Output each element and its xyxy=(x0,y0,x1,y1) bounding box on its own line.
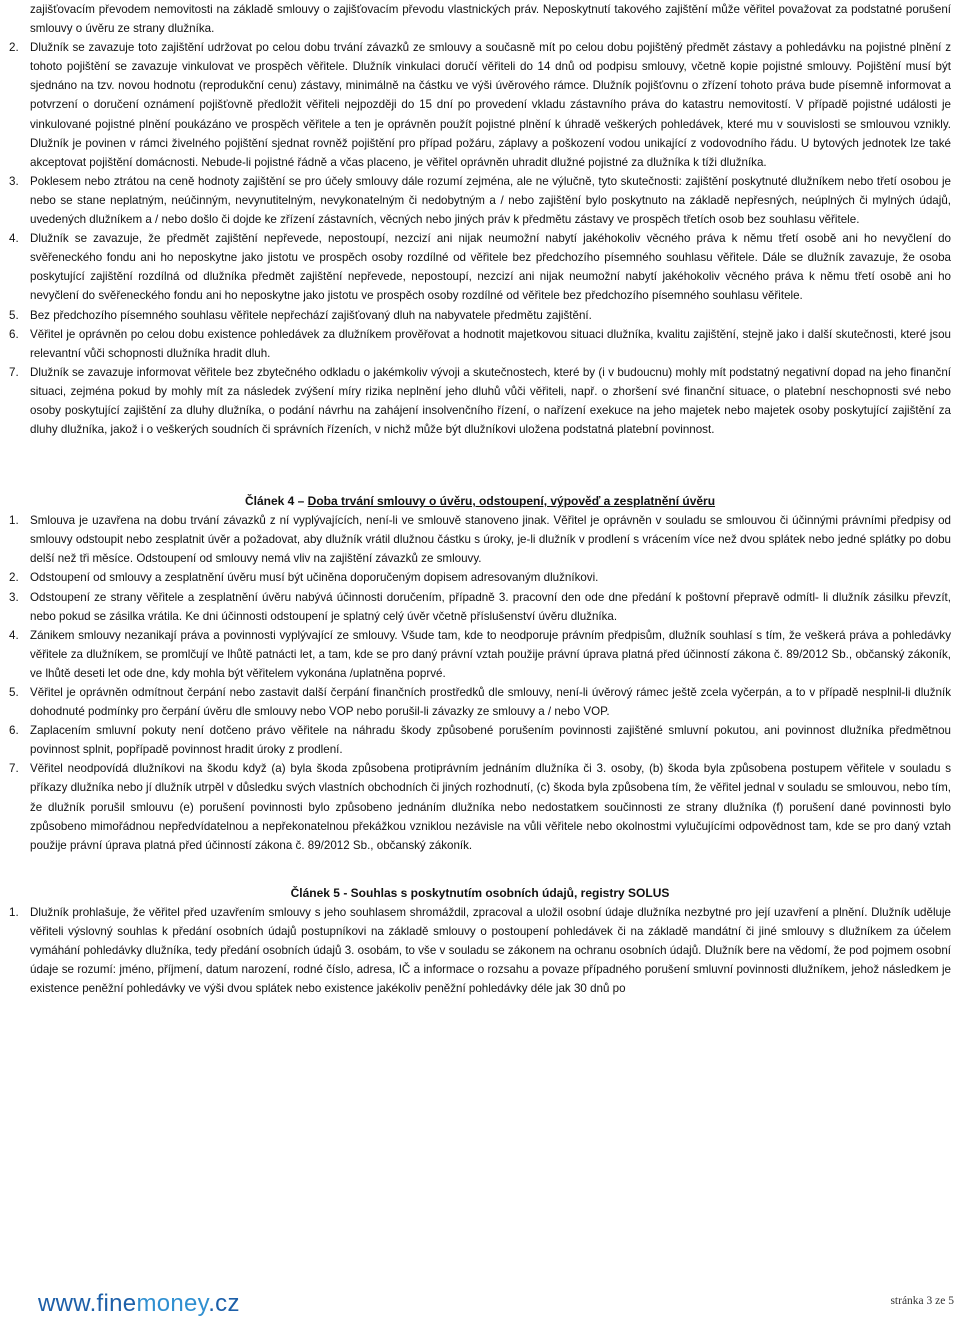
article5-heading-text: Článek 5 - Souhlas s poskytnutím osobních údajů, registry SOLUS xyxy=(290,885,670,900)
clause-text: Odstoupení ze strany věřitele a zesplatnění úvěru nabývá účinnosti doručením, případně 3. pracovní den ode dne předání k poštovní přepravě odmítl- li dlužník zásilku převzít, nebo pokud se zásilka vrátila. Ke dni účinnosti odstoupení je splatný celý úvěr včetně příslušenství úvěru dlužníka. xyxy=(30,590,951,623)
article3-clauses xyxy=(9,38,951,439)
clause-text: Dlužník prohlašuje, že věřitel před uzavřením smlouvy s jeho souhlasem shromáždil, zpracoval a uložil osobní údaje dlužníka nezbytné pro její uzavření a plnění. Dlužník uděluje věřiteli výslovný souhlas k předání osobních údajů postupníkovi na základě smlouvy o postoupení pohledávek či na základě mandátní či jiné smlouvy s dlužníkem za účelem vymáhání pohledávky dlužníka, tedy předání osobních údajů 3. osobám, to vše v souladu se zákonem na ochranu osobních údajů. Dlužník bere na vědomí, že pod pojmem osobní údaje se rozumí: jméno, příjmení, datum narození, rodné číslo, adresa, IČ a informace o rozsahu a povaze případného porušení smluvní povinnosti dlužníkem, jehož následkem je existence peněžní pohledávky ve výši dvou splátek nebo existence jakékoliv peněžní pohledávky déle jak 30 dnů po xyxy=(30,905,951,996)
article4-heading-prefix: Článek 4 xyxy=(244,494,295,509)
clause-text: Věřitel je oprávněn odmítnout čerpání nebo zastavit další čerpání finančních prostředků dle smlouvy, není-li úvěrový rámec ještě zcela vyčerpán, a to v případě nesplnil-li dlužník dohodnuté podmínky pro čerpání úvěru dle smlouvy nebo VOP nebo porušil-li závazky ze smlouvy a / nebo VOP. xyxy=(30,686,951,719)
clause-text: Zánikem smlouvy nezanikají práva a povinnosti vyplývající ze smlouvy. Všude tam, kde to neodporuje právním předpisům, dlužník souhlasí s tím, že veškerá práva a pohledávky věřitele za dlužníkem, se promlčují ve lhůtě patnácti let, a tam, kde se pro daný právní vztah použije právní úprava platná před účinností zákona č. 89/2012 Sb., občanský zákoník, ve lhůtě deseti let ode dne, kdy mohla být věřitelem vykonána /uplatněna poprvé. xyxy=(30,628,951,680)
clause-number: 7. xyxy=(9,762,19,776)
clause-number: 1. xyxy=(9,905,19,919)
clause-item xyxy=(9,306,951,325)
clause-number: 4. xyxy=(9,628,19,642)
clause-text: Věřitel je oprávněn po celou dobu existence pohledávek za dlužníkem prověřovat a hodnotit majetkovou situaci dlužníka, kvalitu zajištění, stejně jako i další skutečnosti, které jsou relevantní vůči schopnosti dlužníka hradit dluh. xyxy=(30,327,951,360)
article4-heading-title: Doba trvání smlouvy o úvěru, odstoupení, výpověď a zesplatnění úvěru xyxy=(307,494,716,509)
clause-text: Poklesem nebo ztrátou na ceně hodnoty zajištění se pro účely smlouvy dále rozumí zejména, ale ne výlučně, tyto skutečnosti: zajištění poskytnuté dlužníkem nebo třetí osobou je nebo se stane neplatným, neúčinným, nevynutitelným, nevykonatelným či nedobytným a / nebo zajištění bylo poskytnuto na základě nepřesných, neúplných či mylných údajů, uvedených dlužníkem a / nebo došlo či dojde ke zřízení zástavních, věcných nebo jiných práv k předmětu zástavy ve prospěch třetích osob bez souhlasu věřitele. xyxy=(30,174,951,227)
clause-number: 3. xyxy=(9,590,19,604)
clause-number: 1. xyxy=(9,514,19,528)
logo-part-1: www.fine xyxy=(38,1290,137,1317)
intro-text: zajišťovacím převodem nemovitosti na základě smlouvy o zajišťovacím převodu vlastnických práv. Neposkytnutí takového zajištění může věřitel považovat za podstatné porušení smlouvy o úvěru ze strany dlužníka. xyxy=(30,3,951,36)
clause-item xyxy=(9,229,951,305)
clause-item xyxy=(9,759,951,854)
clause-text: Dlužník se zavazuje toto zajištění udržovat po celou dobu trvání závazků ze smlouvy a současně mít po celou dobu pojištěný předmět zástavy a pohledávku na pojistné plnění z tohoto pojištění se zavazuje vinkulovat ve prospěch věřitele. Dlužník vinkulaci doručí věřiteli do 14 dnů od podpisu smlouvy, včetně kopie pojistné smlouvy. Pojištění musí být sjednáno na tzv. novou hodnotu (reprodukční cenu) zástavy, minimálně na částku ve výši úvěrového rámce. Dlužník pojišťovnu o zřízení tohoto práva bude písemně informovat a potvrzení o doručení oznámení pojišťovně předložit věřiteli nejpozději do 15 dní po provedení vkladu zástavního práva do katastru nemovitostí. V případě pojistné události je vinkulované pojistné plnění poukázáno ve prospěch věřitele a ten je oprávněn použít pojistné plnění k úhradě veškerých pohledávek, které mu v souvislosti se smlouvou vznikly. Dlužník je povinen v rámci živelného pojištění sjednat rovněž pojištění pro případ požáru, záplavy a poškození vodou unikající z vodovodního řádu. U bytových jednotek lze také akceptovat pojištění domácnosti. Nebude-li pojistné řádně a včas placeno, je věřitel oprávněn uhradit dlužné pojistné za dlužníka k tíži dlužníka. xyxy=(30,41,951,169)
clause-item xyxy=(9,721,951,759)
clause-item xyxy=(9,172,951,229)
clause-item xyxy=(9,626,951,683)
clause-item xyxy=(9,903,951,998)
clause-number: 6. xyxy=(9,327,19,341)
clause-text: Odstoupení od smlouvy a zesplatnění úvěru musí být učiněna doporučeným dopisem adresovaným dlužníkovi. xyxy=(30,571,599,585)
clause-text: Zaplacením smluvní pokuty není dotčeno právo věřitele na náhradu škody způsobené porušením povinnosti zajištěné smluvní pokutou, ani povinnost dlužníka předmětnou povinnost splnit, popřípadě povinnost hradit úroky z prodlení. xyxy=(30,724,951,757)
logo-part-3: .cz xyxy=(208,1290,240,1317)
clause-item xyxy=(9,363,951,439)
intro-paragraph xyxy=(9,0,951,38)
article4-clauses xyxy=(9,511,951,855)
article5-heading xyxy=(9,884,951,903)
finemoney-logo[interactable] xyxy=(38,1290,240,1318)
clause-text: Dlužník se zavazuje, že předmět zajištění nepřevede, nepostoupí, nezcizí ani nijak neumožní nabytí jakéhokoliv věcného práva k němu třetí osobě ani ho nevyčlení do svěřeneckého fondu ani ho neposkytne jako jistotu ve prospěch osoby rozdílné od věřitele bez předchozího písemného souhlasu věřitele. Dále se dlužník zavazuje, že osoba poskytující zajištění rozdílná od dlužníka předmět zajištění nepřevede, nepostoupí, nezcizí ani nijak neumožní nabytí jakéhokoliv věcného práva k němu třetí osobě ani ho nevyčlení do svěřeneckého fondu ani ho neposkytne jako jistotu ve prospěch osoby rozdílné od věřitele bez předchozího písemného souhlasu věřitele. xyxy=(30,232,951,303)
clause-item xyxy=(9,568,951,587)
clause-item xyxy=(9,588,951,626)
clause-text: Dlužník se zavazuje informovat věřitele bez zbytečného odkladu o jakémkoliv vývoji a skutečnostech, které by (i v budoucnu) mohly mít podstatný negativní dopad na jeho finanční situaci, zejména pokud by mohly mít za následek zvýšení míry rizika neplnění jeho dluhů vůči věřiteli, např. o zhoršení své finanční situace, o platební neschopnosti své nebo osoby poskytující zajištění za dluhy dlužníka, o podání návrhu na zahájení insolvenčního řízení, o nařízení exekuce na jeho majetek nebo majetek osoby poskytující zajištění za dluhy dlužníka, jakož i o veškerých soudních či správních řízeních, v nichž může být dlužníkovi uložena podstatná platební povinnost. xyxy=(30,365,951,437)
article4-heading: Článek 4 – Doba trvání smlouvy o úvěru, odstoupení, výpověď a zesplatnění úvěru xyxy=(244,494,716,509)
clause-text: Bez předchozího písemného souhlasu věřitele nepřechází zajišťovaný dluh na nabyvatele předmětu zajištění. xyxy=(30,308,592,322)
clause-number: 3. xyxy=(9,174,19,188)
clause-text: Věřitel neodpovídá dlužníkovi na škodu když (a) byla škoda způsobena protiprávním jednáním dlužníka či 3. osoby, (b) škoda byla způsobena postupem věřitele v souladu s příkazy dlužníka nebo jí dlužník utrpěl v důsledku svých vlastních obchodních či jiných rozhodnutí, (c) škoda byla způsobena tím, že věřitel jednal v souladu se smlouvou, nebo tím, že dlužník porušil smlouvu (e) porušení povinnosti bylo způsobeno jednáním dlužníka nebo nedostatkem součinnosti ze strany dlužníka (f) porušení dané povinnosti bylo způsobeno mimořádnou nepředvídatelnou a nepřekonatelnou překážkou vzniklou nezávisle na vůli věřitele nebo okolnostmi vylučujícími odpovědnost tam, kde se pro daný vztah použije právní úprava platná před účinností zákona č. 89/2012 Sb., občanský zákoník. xyxy=(30,762,951,852)
article5-clauses xyxy=(9,903,951,998)
clause-number: 5. xyxy=(9,308,19,322)
page-number: stránka 3 ze 5 xyxy=(890,1295,954,1307)
clause-number: 2. xyxy=(9,571,19,585)
clause-number: 2. xyxy=(9,41,19,55)
clause-number: 7. xyxy=(9,365,19,379)
clause-item xyxy=(9,683,951,721)
clause-number: 4. xyxy=(9,232,19,246)
clause-number: 6. xyxy=(9,724,19,738)
clause-text: Smlouva je uzavřena na dobu trvání závazků z ní vyplývajících, není-li ve smlouvě stanoveno jinak. Věřitel je oprávněn v souladu se smlouvou či účinnými právními předpisy od smlouvy odstoupit nebo zesplatnit úvěr a požadovat, aby dlužník vrátil dlužnou částku s úroky, je-li dlužník v prodlení s vrácením více než dvou splátek nebo jedné splátky po dobu delší než tři měsíce. Odstoupení od smlouvy nemá vliv na zajištění závazků ze smlouvy. xyxy=(30,514,951,566)
document-body xyxy=(9,0,951,998)
clause-number: 5. xyxy=(9,686,19,699)
clause-item xyxy=(9,38,951,172)
clause-item xyxy=(9,511,951,568)
logo-part-2: money xyxy=(136,1290,209,1317)
clause-item xyxy=(9,325,951,363)
